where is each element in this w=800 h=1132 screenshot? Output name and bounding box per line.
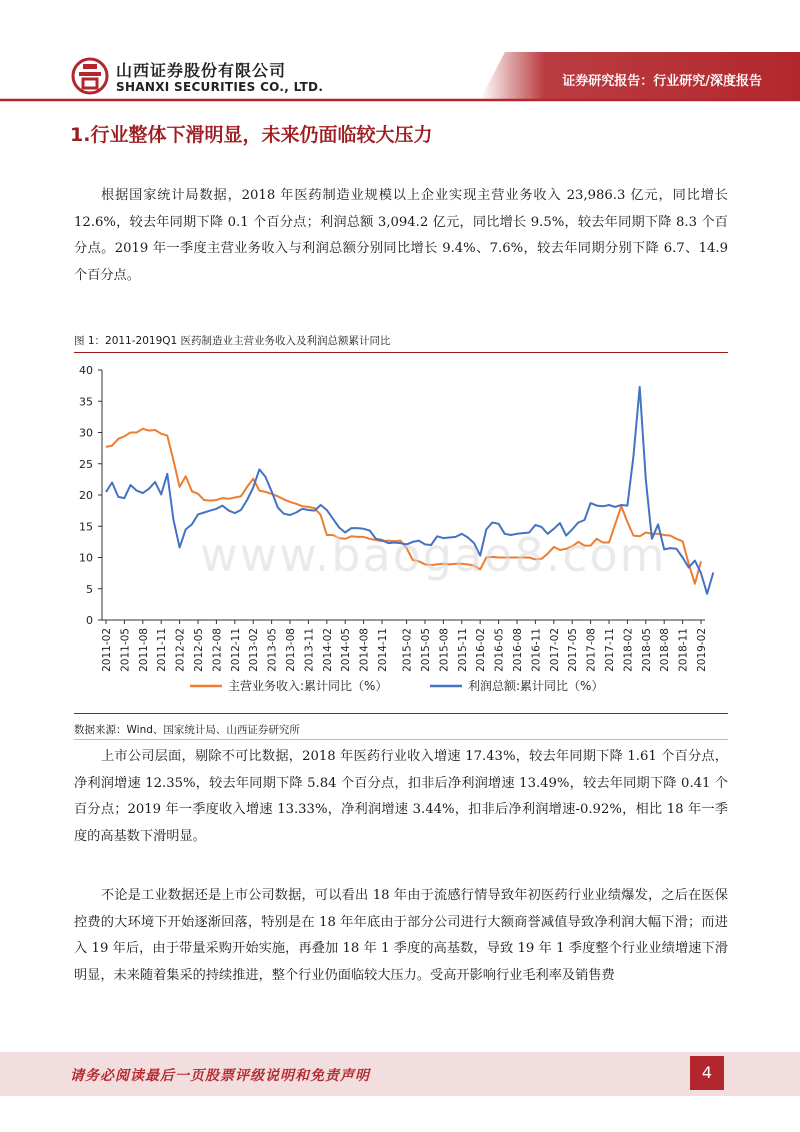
paragraph-3: 不论是工业数据还是上市公司数据，可以看出 18 年由于流感行情导致年初医药行业业绩爆发，之后在医保控费的大环境下开始逐渐回落，特别是在 18 年年底由于部分公司进行大额商誉减值导致净利润大幅下滑；而进入 19 年后，由于带量采购开始实施，再叠加 18 年 1 季度的高基数，导致 19 年 1 季度整个行业业绩增速下滑明显，未来随着集采的持续推进，整个行业仍面临较大压力。受高开影响行业毛利率及销售费	[74, 888, 728, 983]
page-number: 4	[690, 1056, 724, 1090]
legend-label-revenue: 主营业务收入:累计同比（%）	[228, 679, 388, 693]
x-tick-label: 2015-05	[419, 628, 432, 672]
x-tick-label: 2012-11	[229, 628, 242, 672]
x-tick-label: 2018-11	[677, 628, 690, 672]
x-tick-label: 2012-02	[174, 628, 187, 672]
x-tick-label: 2013-08	[285, 628, 298, 672]
x-tick-label: 2016-08	[511, 628, 524, 672]
y-tick-label: 10	[79, 551, 93, 565]
report-type-label: 证券研究报告：行业研究/深度报告	[562, 74, 762, 89]
x-tick-label: 2014-11	[377, 628, 390, 672]
figure-caption: 图 1：2011-2019Q1 医药制造业主营业务收入及利润总额累计同比	[74, 335, 391, 347]
y-tick-label: 25	[79, 457, 93, 471]
x-tick-label: 2017-05	[567, 628, 580, 672]
y-tick-label: 20	[79, 489, 93, 502]
chart-axes	[102, 370, 705, 620]
x-tick-label: 2016-05	[493, 628, 506, 672]
x-tick-label: 2012-08	[211, 628, 224, 672]
y-tick-label: 0	[86, 614, 93, 627]
x-tick-label: 2014-02	[321, 628, 334, 672]
paragraph-1: 根据国家统计局数据，2018 年医药制造业规模以上企业实现主营业务收入 23,986.3 亿元，同比增长 12.6%，较去年同期下降 0.1 个百分点；利润总额 3,094.2 亿元，同比增长 9.5%，较去年同期下降 8.3 个百分点。2019 年一季度主营业务收入与利润总额分别同比增长 9.4%、7.6%，较去年同期分别下降 6.7、14.9 个百分点。	[74, 188, 728, 283]
x-tick-label: 2015-02	[401, 628, 414, 672]
figure-source: 数据来源：Wind、国家统计局、山西证券研究所	[74, 724, 300, 736]
x-tick-label: 2014-08	[358, 628, 371, 672]
x-tick-label: 2011-11	[156, 628, 169, 672]
x-tick-label: 2013-02	[248, 628, 261, 672]
x-tick-label: 2017-11	[603, 628, 616, 672]
figure-bottom-rule	[74, 713, 728, 714]
x-tick-label: 2018-05	[640, 628, 653, 672]
company-name-en: SHANXI SECURITIES CO., LTD.	[116, 80, 324, 94]
paragraph-2: 上市公司层面，剔除不可比数据，2018 年医药行业收入增速 17.43%，较去年同期下降 1.61 个百分点，净利润增速 12.35%，较去年同期下降 5.84 个百分点，扣非后净利润增速 13.49%，较去年同期下降 0.41 个百分点；2019 年一季度收入增速 13.33%，净利润增速 3.44%，扣非后净利润增速-0.92%，相比 18 年一季度的高基数下滑明显。	[74, 749, 728, 844]
x-tick-label: 2014-05	[340, 628, 353, 672]
section-title: 1.行业整体下滑明显，未来仍面临较大压力	[70, 124, 433, 146]
watermark: www.baogao8.com	[200, 528, 667, 582]
x-tick-label: 2017-02	[548, 628, 561, 672]
source-rule	[74, 739, 728, 740]
y-tick-label: 30	[79, 426, 93, 440]
x-tick-label: 2017-08	[585, 628, 598, 672]
x-axis-tick-labels	[101, 620, 708, 672]
x-tick-label: 2016-02	[475, 628, 488, 672]
y-tick-label: 15	[79, 520, 93, 534]
x-tick-label: 2015-08	[438, 628, 451, 672]
x-tick-label: 2011-05	[119, 628, 132, 672]
figure-top-rule	[74, 352, 728, 353]
y-tick-label: 35	[79, 395, 93, 409]
x-tick-label: 2016-11	[530, 628, 543, 672]
x-tick-label: 2013-05	[266, 628, 279, 672]
company-logo	[70, 56, 110, 96]
x-tick-label: 2015-11	[456, 628, 469, 672]
y-tick-label: 40	[79, 364, 93, 377]
y-axis-tick-labels	[79, 364, 102, 627]
x-tick-label: 2018-08	[659, 628, 672, 672]
footer-disclaimer-link[interactable]: 请务必阅读最后一页股票评级说明和免责声明	[70, 1068, 370, 1084]
x-tick-label: 2011-08	[137, 628, 150, 672]
x-tick-label: 2011-02	[101, 628, 113, 672]
x-tick-label: 2019-02	[696, 628, 708, 672]
company-name-cn: 山西证券股份有限公司	[116, 61, 287, 80]
x-tick-label: 2012-05	[193, 628, 206, 672]
y-tick-label: 5	[86, 582, 93, 596]
chart-legend	[190, 678, 603, 693]
x-tick-label: 2018-02	[622, 628, 635, 672]
x-tick-label: 2013-11	[303, 628, 316, 672]
legend-label-profit: 利润总额:累计同比（%）	[468, 679, 604, 693]
